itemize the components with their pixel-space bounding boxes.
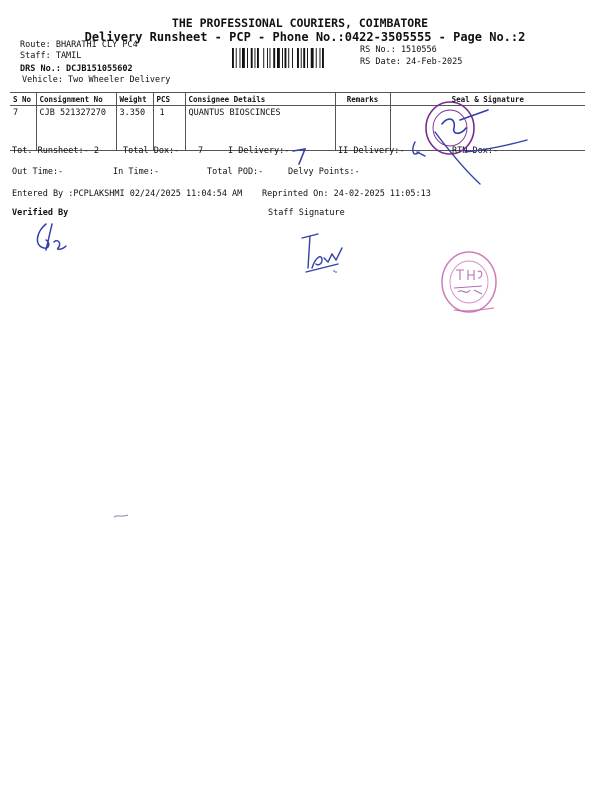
entered-by: Entered By :PCPLAKSHMI 02/24/2025 11:04:54 AM [12, 189, 243, 199]
out-time-label: Out Time:- [12, 167, 64, 177]
header-sno: S No [10, 93, 36, 106]
verified-signature [28, 220, 72, 254]
cell-pcs: 1 [153, 106, 185, 151]
total-dox-label: Total Dox:- [123, 146, 180, 156]
total-pod-label: Total POD:- [207, 167, 264, 177]
header-pcs: PCS [153, 93, 185, 106]
route-label: Route: BHARATHI CLY PC4 [20, 40, 138, 50]
drs-number: DRS No.: DCJB151055602 [20, 64, 133, 74]
rtn-dox-label: RTN Dox:- [452, 146, 499, 156]
header-weight: Weight [116, 93, 153, 106]
cell-consignee: QUANTUS BIOSCINCES [185, 106, 335, 151]
cell-sno: 7 [10, 106, 36, 151]
handwritten-seven [290, 146, 310, 166]
runsheet-title: Delivery Runsheet - PCP - Phone No.:0422-3505555 - Page No.:2 [84, 30, 526, 44]
header-consignee-details: Consignee Details [185, 93, 335, 106]
in-time-label: In Time:- [113, 167, 160, 177]
i-delivery-label: I Delivery:- [228, 146, 290, 156]
barcode [232, 48, 354, 68]
stray-ink-mark [112, 512, 130, 520]
cell-consignment-no: CJB 521327270 [36, 106, 116, 151]
staff-label: Staff: TAMIL [20, 51, 82, 61]
delvy-points-label: Delvy Points:- [288, 167, 360, 177]
seal-stamp-icon [420, 98, 500, 160]
cell-weight: 3.350 [116, 106, 153, 151]
header-seal-signature: Seal & Signature [390, 93, 585, 106]
company-stamp-icon [438, 248, 502, 320]
ii-delivery-label: II Delivery:- [338, 146, 405, 156]
total-dox-value: 7 [198, 146, 204, 156]
rs-date: RS Date: 24-Feb-2025 [360, 57, 463, 67]
header-consignment-no: Consignment No [36, 93, 116, 106]
staff-signature [298, 228, 348, 276]
staff-signature-label: Staff Signature [268, 208, 345, 218]
reprinted-on: Reprinted On: 24-02-2025 11:05:13 [262, 189, 431, 199]
header-remarks: Remarks [335, 93, 390, 106]
rs-number: RS No.: 1510556 [360, 45, 437, 55]
verified-by-label: Verified By [12, 208, 69, 218]
company-name: THE PROFESSIONAL COURIERS, COIMBATORE [171, 16, 429, 30]
vehicle-label: Vehicle: Two Wheeler Delivery [22, 75, 171, 85]
tot-runsheet: Tot. Runsheet:- 2 [12, 146, 99, 156]
cell-remarks [335, 106, 390, 151]
